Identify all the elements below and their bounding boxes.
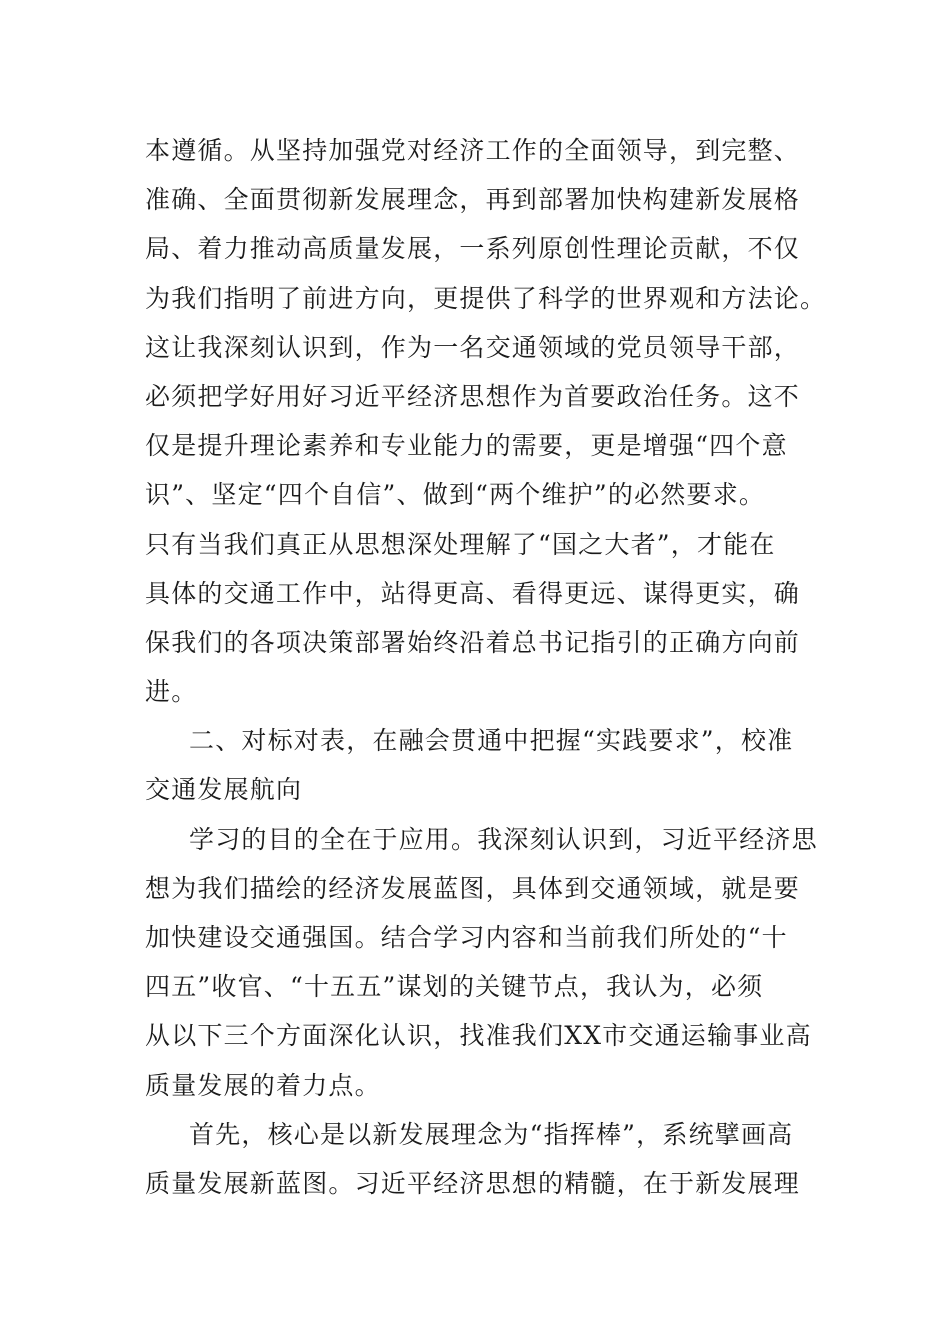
paragraph-start: 首先，核心是以新发展理念为“指挥棒”，系统擘画高 [189,1119,794,1149]
text-line: 这让我深刻认识到，作为一名交通领域的党员领导干部， [145,332,801,362]
text-line: 局、着力推动高质量发展，一系列原创性理论贡献，不仅 [145,234,801,264]
text-line: 质量发展新蓝图。习近平经济思想的精髓，在于新发展理 [145,1168,801,1198]
text-line: 质量发展的着力点。 [145,1070,381,1100]
text-line: 加快建设交通强国。结合学习内容和当前我们所处的“十 [145,923,788,952]
text-line: 从以下三个方面深化认识，找准我们XX市交通运输事业高 [145,1021,812,1051]
document-body [145,126,827,1208]
text-line: 准确、全面贯彻新发展理念，再到部署加快构建新发展格 [145,185,801,215]
text-line: 进。 [145,677,198,707]
paragraph-start: 学习的目的全在于应用。我深刻认识到，习近平经济思 [189,824,818,854]
section-heading: 二、对标对表，在融会贯通中把握“实践要求”，校准 [189,726,794,756]
text-line: 为我们指明了前进方向，更提供了科学的世界观和方法论。 [145,283,827,313]
text-line: 四五”收官、“十五五”谋划的关键节点，我认为，必须 [145,972,764,1002]
text-line: 必须把学好用好习近平经济思想作为首要政治任务。这不 [145,381,801,411]
text-line: 保我们的各项决策部署始终沿着总书记指引的正确方向前 [145,627,801,657]
text-line: 识”、坚定“四个自信”、做到“两个维护”的必然要求。 [145,480,766,510]
text-line: 具体的交通工作中，站得更高、看得更远、谋得更实，确 [145,578,801,608]
section-heading-continued: 交通发展航向 [145,775,303,805]
text-line: 本遵循。从坚持加强党对经济工作的全面领导，到完整、 [145,136,801,165]
text-line: 仅是提升理论素养和专业能力的需要，更是增强“四个意 [145,431,788,461]
text-line: 想为我们描绘的经济发展蓝图，具体到交通领域，就是要 [145,873,801,903]
text-line: 只有当我们真正从思想深处理解了“国之大者”，才能在 [145,529,776,559]
